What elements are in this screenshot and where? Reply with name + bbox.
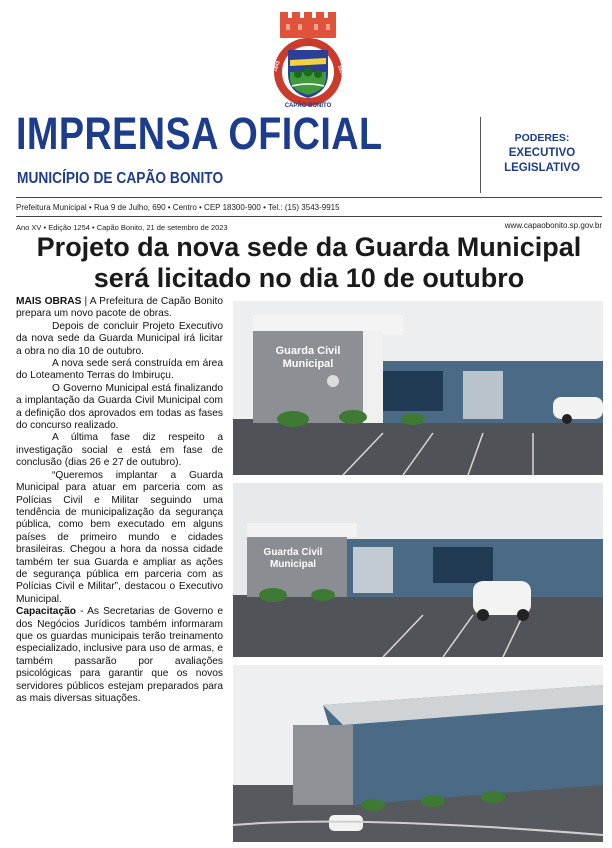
municipal-crest-icon xyxy=(268,12,348,110)
article-paragraph: A última fase diz respeito a investigação social e está em fase de conclusão (dias 26 e 27 de outubro). xyxy=(16,432,223,469)
svg-text:1843: 1843 xyxy=(272,60,282,73)
article-kicker: MAIS OBRAS xyxy=(16,296,82,307)
poderes-label: PODERES: xyxy=(514,132,570,144)
masthead-rule-bottom xyxy=(16,216,602,217)
article-paragraph: MAIS OBRAS | A Prefeitura de Capão Bonito prepara um novo pacote de obras. xyxy=(16,296,223,320)
poderes-box xyxy=(490,131,594,176)
article-paragraph: Depois de concluir Projeto Executivo da nova sede da Guarda Municipal irá licitar a obra no dia 10 de outubro. xyxy=(16,320,223,357)
poderes-divider xyxy=(480,117,481,193)
article-paragraph: A nova sede será construída em área do Loteamento Terras do Imbiruçu. xyxy=(16,358,223,382)
newspaper-title: IMPRENSA OFICIAL xyxy=(16,108,383,159)
article-paragraph: “Queremos implantar a Guarda Municipal para atuar em parceria com as Polícias Civil e Militar seguindo uma tendência de municipalização da segurança pública, como bem executado em alguns países de primeiro mundo e cidades brasileiras. Chegou a hora da nossa cidade também ter sua Guarda e ampliar as ações de segurança pública em parceria com as Polícias Civil e Militar”, destacou o Executivo Municipal. xyxy=(16,469,223,605)
render-aerial-view xyxy=(233,665,603,842)
address-line: Prefeitura Municipal • Rua 9 de Julho, 690 • Centro • CEP 18300-900 • Tel.: (15) 3543-9915 xyxy=(16,203,340,212)
sign-text-line2: Municipal xyxy=(282,358,334,370)
headline-line-2: será licitado no dia 10 de outubro xyxy=(93,263,525,293)
headline xyxy=(16,232,602,294)
sign-text-line1: Guarda Civil xyxy=(275,345,341,357)
headline-line-1: Projeto da nova sede da Guarda Municipal xyxy=(36,232,582,262)
edition-line: Ano XV • Edição 1254 • Capão Bonito, 21 de setembro de 2023 xyxy=(16,223,228,232)
poderes-legislativo: LEGISLATIVO xyxy=(504,162,580,174)
render-front-view xyxy=(233,301,603,475)
article-subkicker: Capacitação xyxy=(16,606,77,618)
svg-text:1857: 1857 xyxy=(336,64,346,78)
article-body xyxy=(16,296,223,705)
article-paragraph: Capacitação - As Secretarias de Governo e dos Negócios Jurídicos também informaram que os guardas municipais terão treinamento especializado, inclusive para uso de armas, e também passarão por avaliações psicológicas para garantir que os novos servidores públicos estejam preparados para as mais diversas situações. xyxy=(16,606,223,704)
sign-text-line1: Guarda Civil xyxy=(263,547,323,558)
masthead-rule-top xyxy=(16,197,602,198)
render-angled-view xyxy=(233,483,603,657)
article-paragraph: O Governo Municipal está finalizando a implantação da Guarda Civil Municipal com a definição dos aprovados em todas as fases do concurso realizado. xyxy=(16,382,223,432)
website-link[interactable]: www.capaobonito.sp.gov.br xyxy=(504,221,602,230)
newspaper-subtitle: MUNICÍPIO DE CAPÃO BONITO xyxy=(17,170,224,187)
svg-text:CAPÃO BONITO: CAPÃO BONITO xyxy=(284,103,332,109)
poderes-executivo: EXECUTIVO xyxy=(508,147,576,159)
sign-text-line2: Municipal xyxy=(269,559,317,570)
